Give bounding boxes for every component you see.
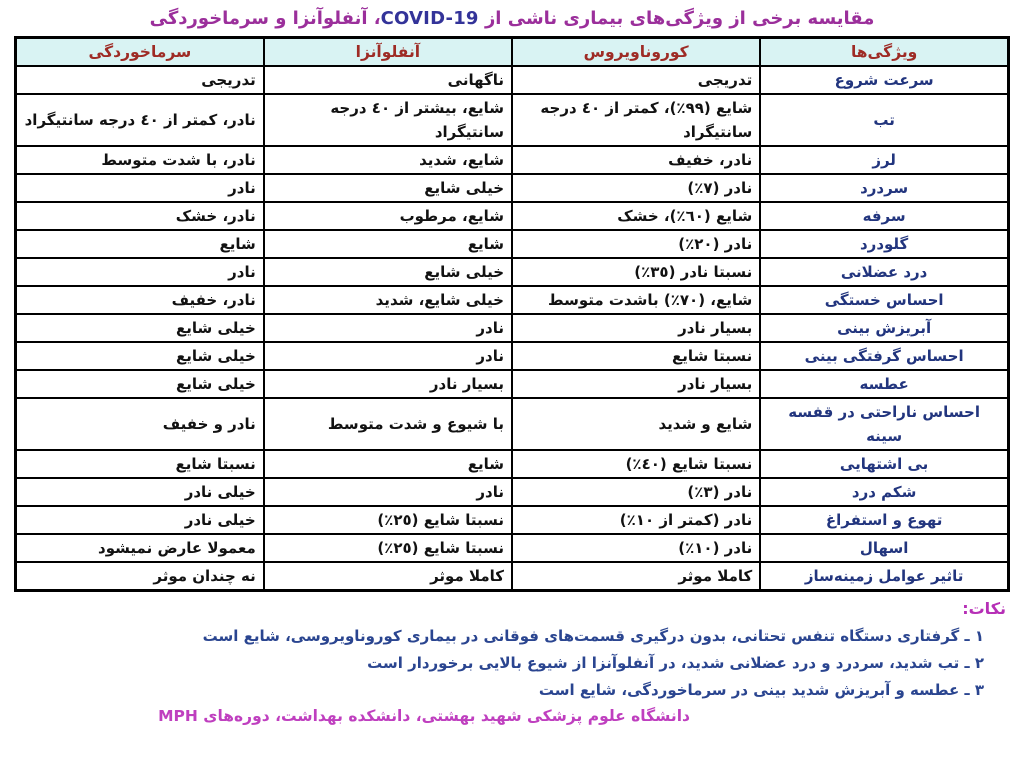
influenza-cell: شایع	[264, 230, 512, 258]
table-header-row	[16, 38, 1009, 67]
influenza-cell: نسبتا شایع (٢٥٪)	[264, 506, 512, 534]
feature-cell: سرفه	[760, 202, 1008, 230]
influenza-cell: خیلی شایع	[264, 174, 512, 202]
feature-cell: گلودرد	[760, 230, 1008, 258]
corona-cell: نادر (٧٪)	[512, 174, 760, 202]
corona-cell: نادر (٣٪)	[512, 478, 760, 506]
influenza-cell: شایع، شدید	[264, 146, 512, 174]
feature-cell: تاثیر عوامل زمینه‌ساز	[760, 562, 1008, 591]
corona-cell: کاملا موثر	[512, 562, 760, 591]
table-row-stomach-pain	[16, 478, 1009, 506]
feature-cell: سردرد	[760, 174, 1008, 202]
influenza-cell: نادر	[264, 342, 512, 370]
feature-cell: بی اشتهایی	[760, 450, 1008, 478]
cold-cell: خیلی شایع	[16, 370, 264, 398]
cold-cell: شایع	[16, 230, 264, 258]
note-item-1: ١ ـ گرفتاری دستگاه تنفس تحتانی، بدون درگیری قسمت‌های فوقانی در بیماری کوروناویروسی، شایع است	[202, 627, 984, 645]
cold-cell: تدریجی	[16, 66, 264, 94]
corona-cell: نادر (٢٠٪)	[512, 230, 760, 258]
cold-cell: نادر، کمتر از ٤٠ درجه سانتیگراد	[16, 94, 264, 146]
cold-cell: نه چندان موثر	[16, 562, 264, 591]
header-influenza: آنفلوآنزا	[264, 38, 512, 67]
footer-credit: دانشگاه علوم پزشکی شهید بهشتی، دانشکده بهداشت، دوره‌های MPH	[158, 707, 690, 725]
title-covid-19: COVID-19	[380, 8, 479, 29]
cold-cell: خیلی شایع	[16, 314, 264, 342]
corona-cell: نادر، خفیف	[512, 146, 760, 174]
influenza-cell: کاملا موثر	[264, 562, 512, 591]
table-row-chest-discomfort	[16, 398, 1009, 450]
feature-cell: شکم درد	[760, 478, 1008, 506]
table-row-cough	[16, 202, 1009, 230]
cold-cell: معمولا عارض نمیشود	[16, 534, 264, 562]
feature-cell: احساس خستگی	[760, 286, 1008, 314]
page-title	[14, 8, 1010, 29]
corona-cell: نادر (١٠٪)	[512, 534, 760, 562]
cold-cell: نادر	[16, 258, 264, 286]
table-row-nausea-vomiting	[16, 506, 1009, 534]
disease-comparison-table	[14, 36, 1010, 592]
influenza-cell: نادر	[264, 478, 512, 506]
feature-cell: تب	[760, 94, 1008, 146]
corona-cell: شایع (٦٠٪)، خشک	[512, 202, 760, 230]
influenza-cell: خیلی شایع	[264, 258, 512, 286]
influenza-cell: ناگهانی	[264, 66, 512, 94]
cold-cell: نسبتا شایع	[16, 450, 264, 478]
cold-cell: نادر و خفیف	[16, 398, 264, 450]
table-row-runny-nose	[16, 314, 1009, 342]
table-row-headache	[16, 174, 1009, 202]
title-text-post: ، آنفلوآنزا و سرماخوردگی	[149, 8, 381, 29]
feature-cell: تهوع و استفراغ	[760, 506, 1008, 534]
header-features: ویژگی‌ها	[760, 38, 1008, 67]
feature-cell: سرعت شروع	[760, 66, 1008, 94]
cold-cell: نادر، با شدت متوسط	[16, 146, 264, 174]
influenza-cell: نسبتا شایع (٢٥٪)	[264, 534, 512, 562]
cold-cell: نادر، خشک	[16, 202, 264, 230]
feature-cell: عطسه	[760, 370, 1008, 398]
corona-cell: شایع (٩٩٪)، کمتر از ٤٠ درجه سانتیگراد	[512, 94, 760, 146]
notes-heading: نکات:	[962, 599, 1006, 618]
table-row-chills	[16, 146, 1009, 174]
table-row-appetite-loss	[16, 450, 1009, 478]
corona-cell: نسبتا شایع	[512, 342, 760, 370]
cold-cell: خیلی شایع	[16, 342, 264, 370]
corona-cell: شایع، (٧٠٪) باشدت متوسط	[512, 286, 760, 314]
corona-cell: شایع و شدید	[512, 398, 760, 450]
influenza-cell: شایع، مرطوب	[264, 202, 512, 230]
table-row-sneezing	[16, 370, 1009, 398]
corona-cell: بسیار نادر	[512, 314, 760, 342]
influenza-cell: شایع، بیشتر از ٤٠ درجه سانتیگراد	[264, 94, 512, 146]
title-text-pre: مقایسه برخی از ویژگی‌های بیماری ناشی از	[478, 8, 875, 29]
influenza-cell: نادر	[264, 314, 512, 342]
table-row-diarrhea	[16, 534, 1009, 562]
influenza-cell: شایع	[264, 450, 512, 478]
cold-cell: خیلی نادر	[16, 506, 264, 534]
feature-cell: اسهال	[760, 534, 1008, 562]
table-row-fatigue	[16, 286, 1009, 314]
cold-cell: نادر، خفیف	[16, 286, 264, 314]
feature-cell: لرز	[760, 146, 1008, 174]
corona-cell: بسیار نادر	[512, 370, 760, 398]
note-item-2: ٢ ـ تب شدید، سردرد و درد عضلانی شدید، در آنفلوآنزا از شیوع بالایی برخوردار است	[367, 654, 984, 672]
header-coronavirus: کوروناویروس	[512, 38, 760, 67]
corona-cell: نسبتا نادر (٣٥٪)	[512, 258, 760, 286]
corona-cell: نسبتا شایع (٤٠٪)	[512, 450, 760, 478]
table-row-sore-throat	[16, 230, 1009, 258]
table-row-muscle-pain	[16, 258, 1009, 286]
feature-cell: آبریزش بینی	[760, 314, 1008, 342]
table-row-congestion	[16, 342, 1009, 370]
cold-cell: خیلی نادر	[16, 478, 264, 506]
table-row-onset	[16, 66, 1009, 94]
header-cold: سرماخوردگی	[16, 38, 264, 67]
corona-cell: تدریجی	[512, 66, 760, 94]
feature-cell: احساس ناراحتی در قفسه سینه	[760, 398, 1008, 450]
influenza-cell: با شیوع و شدت متوسط	[264, 398, 512, 450]
influenza-cell: خیلی شایع، شدید	[264, 286, 512, 314]
corona-cell: نادر (کمتر از ١٠٪)	[512, 506, 760, 534]
note-item-3: ٣ ـ عطسه و آبریزش شدید بینی در سرماخوردگی، شایع است	[538, 681, 984, 699]
influenza-cell: بسیار نادر	[264, 370, 512, 398]
feature-cell: درد عضلانی	[760, 258, 1008, 286]
feature-cell: احساس گرفتگی بینی	[760, 342, 1008, 370]
table-row-fever	[16, 94, 1009, 146]
table-row-predisposing-factors	[16, 562, 1009, 591]
cold-cell: نادر	[16, 174, 264, 202]
